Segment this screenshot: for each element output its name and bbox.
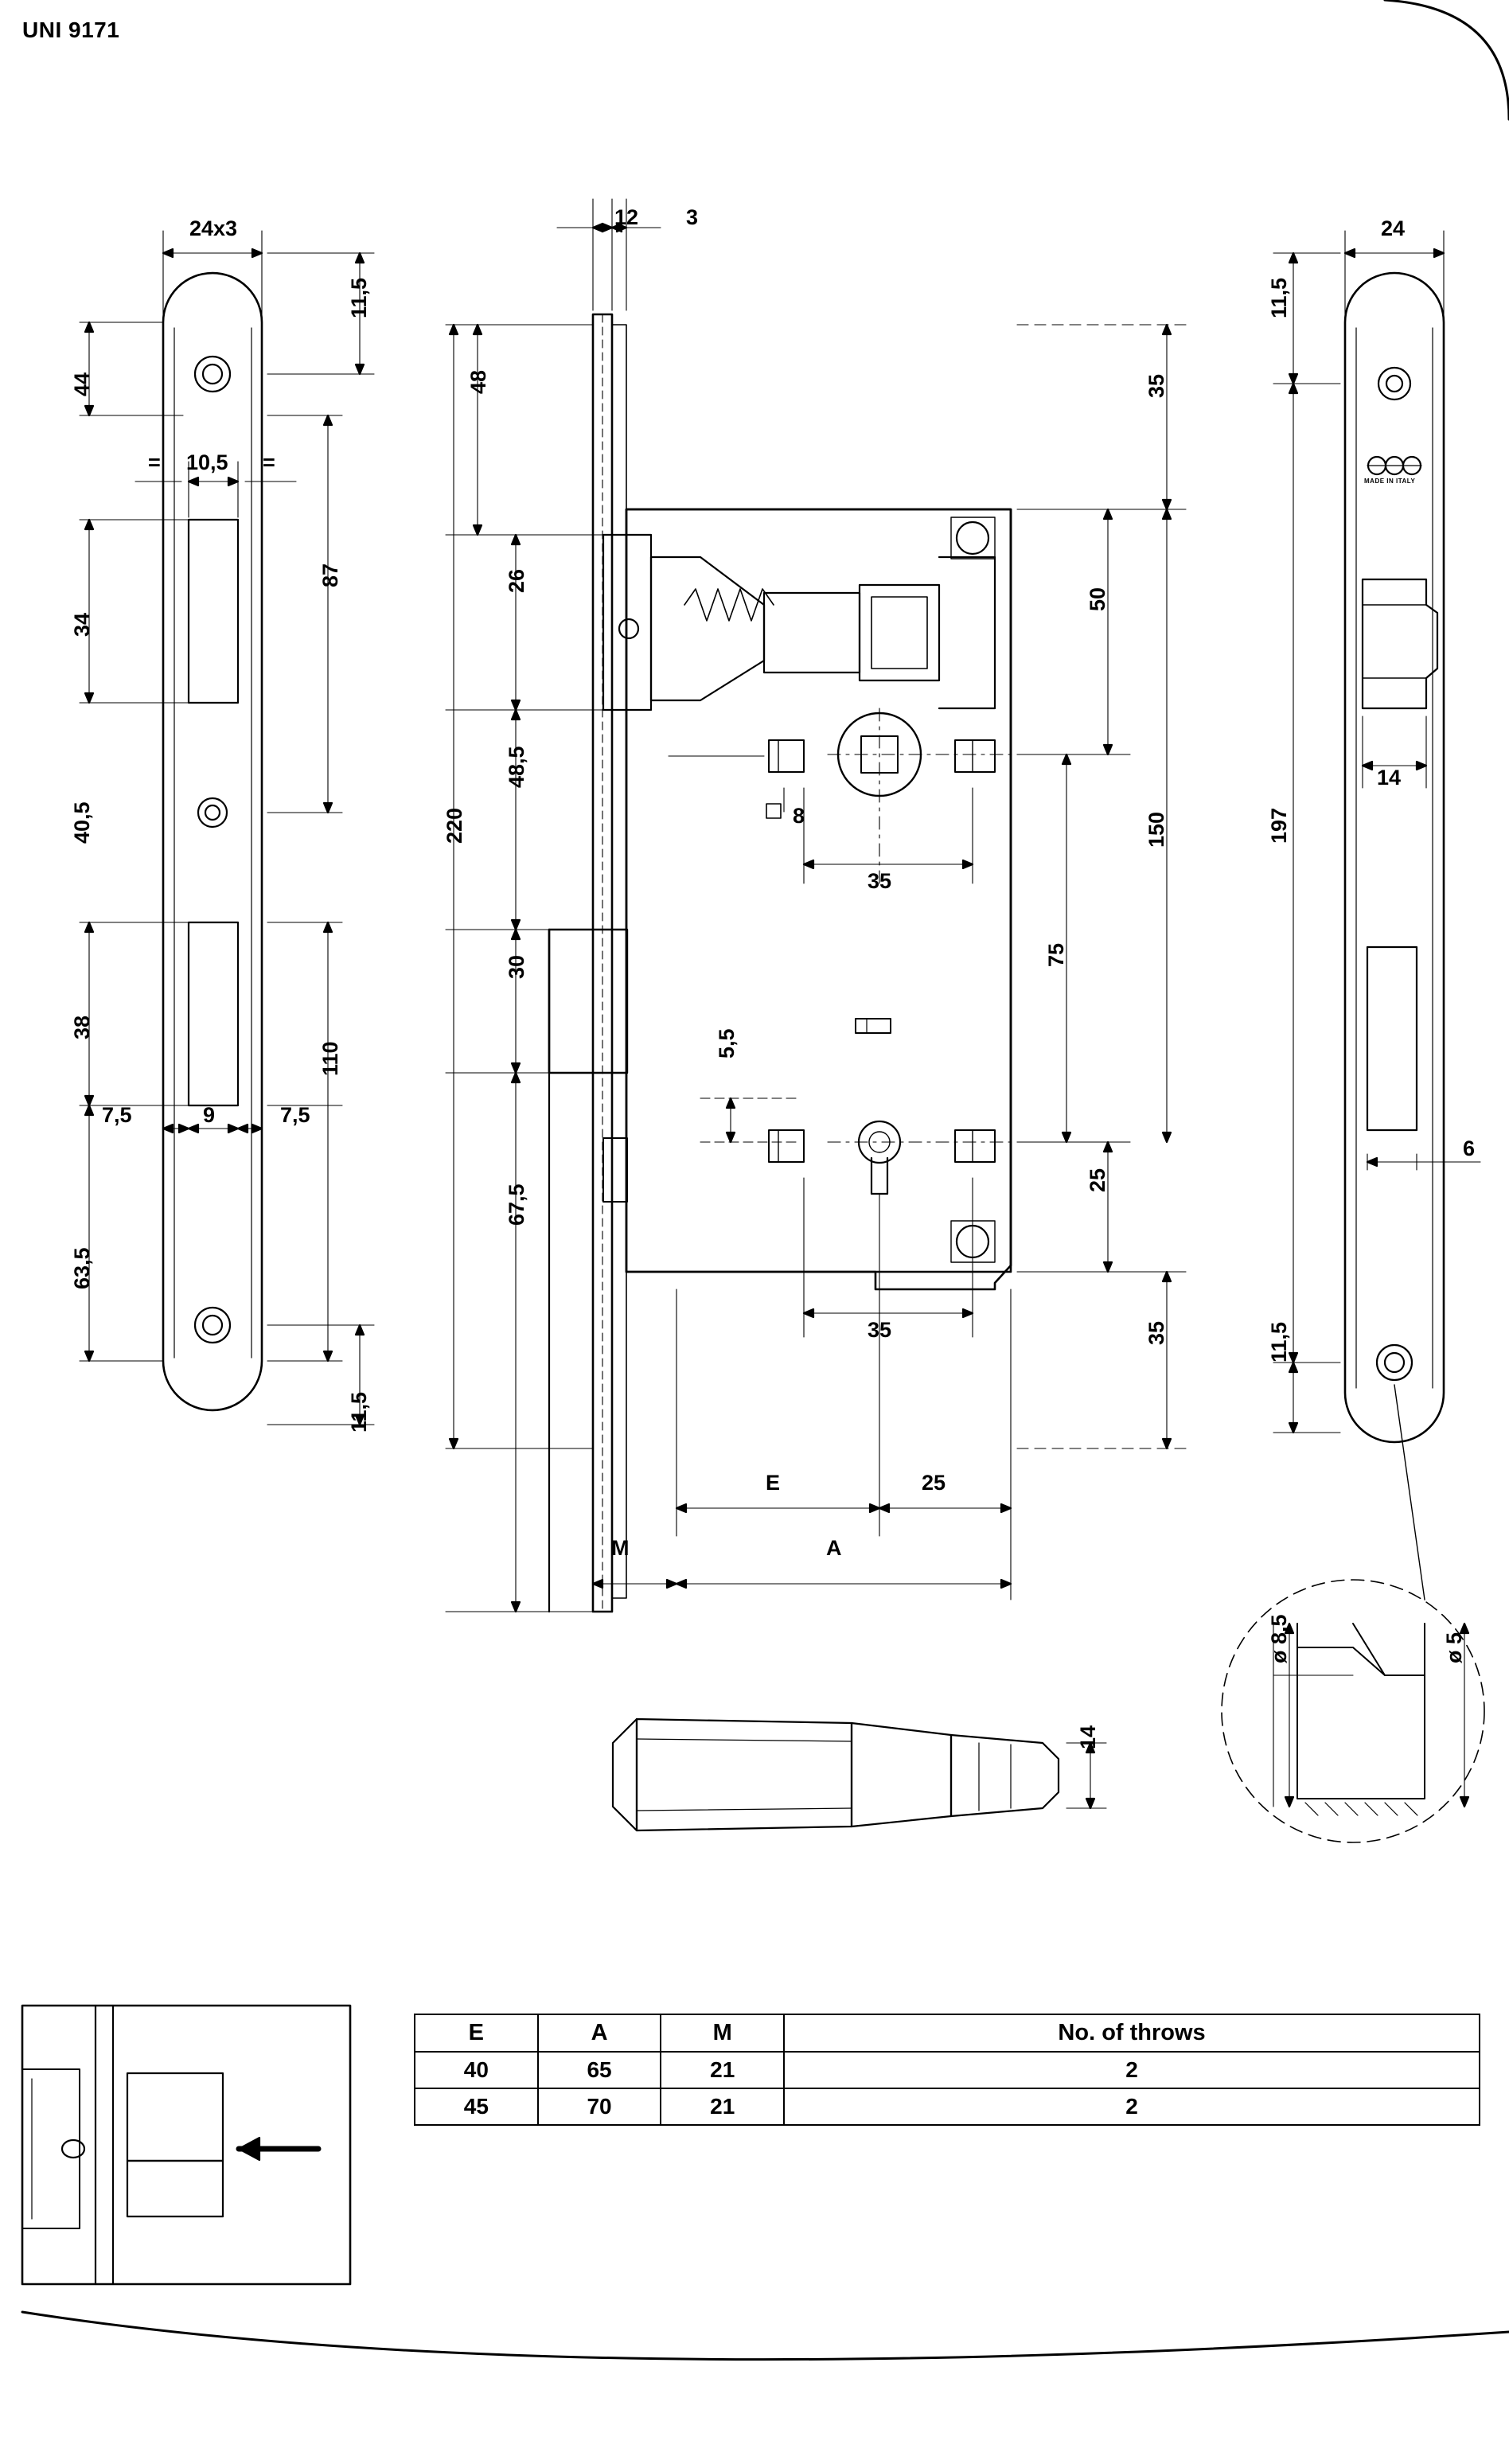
- dim-front-10-5: 10,5: [186, 450, 228, 474]
- dim-side-A: A: [826, 1536, 842, 1560]
- dim-side-50: 50: [1086, 587, 1109, 611]
- dim-hole-8-5: ø 8,5: [1267, 1614, 1291, 1663]
- dim-side-48: 48: [466, 369, 490, 394]
- dim-side-25-bottom: 25: [922, 1471, 946, 1495]
- dim-rear-bottom-11-5: 11,5: [1267, 1321, 1291, 1363]
- col-header-E: E: [415, 2014, 538, 2052]
- dim-front-44: 44: [70, 372, 94, 396]
- dim-side-8: 8: [793, 804, 805, 828]
- dim-screw-14: 14: [1076, 1725, 1100, 1749]
- dim-hole-5: ø 5: [1442, 1632, 1466, 1663]
- dim-front-eq-left: =: [148, 450, 161, 474]
- dim-front-top-11-5: 11,5: [347, 277, 371, 318]
- dim-side-67-5: 67,5: [505, 1183, 528, 1226]
- dim-front-7-5-left: 7,5: [102, 1103, 132, 1127]
- table-header-row: [415, 2014, 1480, 2052]
- dim-side-E: E: [766, 1471, 781, 1495]
- dim-plate-24x3: 24x3: [189, 216, 238, 240]
- dim-side-35-follower: 35: [868, 869, 892, 893]
- dim-rear-197: 197: [1267, 807, 1291, 844]
- dim-front-87: 87: [318, 563, 342, 587]
- dim-rear-14: 14: [1377, 766, 1402, 789]
- dim-side-35-bottom-right: 35: [1144, 1320, 1168, 1345]
- dim-front-40-5: 40,5: [70, 801, 94, 844]
- dim-side-150: 150: [1144, 811, 1168, 848]
- dim-rear-6: 6: [1463, 1136, 1476, 1160]
- dim-side-35-keyhole: 35: [868, 1318, 892, 1342]
- table-row: [415, 2088, 1480, 2125]
- col-header-M: M: [661, 2014, 784, 2052]
- dim-side-3: 3: [686, 205, 699, 229]
- dim-side-12: 12: [614, 205, 639, 229]
- cell-M: 21: [661, 2052, 784, 2088]
- dim-rear-24: 24: [1381, 216, 1406, 240]
- dim-front-bottom-11-5: 11,5: [347, 1391, 371, 1433]
- dim-front-9: 9: [203, 1103, 216, 1127]
- dim-side-220: 220: [443, 807, 466, 844]
- table-row: [415, 2052, 1480, 2088]
- cell-throws: 2: [784, 2052, 1480, 2088]
- dimension-variants-table: [414, 2014, 1480, 2220]
- dim-side-48-5: 48,5: [505, 746, 528, 788]
- col-header-throws: No. of throws: [784, 2014, 1480, 2052]
- dim-rear-top-11-5: 11,5: [1267, 277, 1291, 318]
- dim-side-25-right: 25: [1086, 1168, 1109, 1192]
- col-header-A: A: [538, 2014, 661, 2052]
- cell-A: 65: [538, 2052, 661, 2088]
- cell-throws: 2: [784, 2088, 1480, 2125]
- dim-side-5-5: 5,5: [715, 1028, 739, 1059]
- dim-front-110: 110: [318, 1041, 342, 1076]
- dim-front-38: 38: [70, 1015, 94, 1039]
- page-title: UNI 9171: [22, 18, 120, 42]
- cell-E: 45: [415, 2088, 538, 2125]
- dim-front-34: 34: [70, 612, 94, 637]
- dim-front-7-5-right: 7,5: [280, 1103, 310, 1127]
- dim-side-30: 30: [505, 954, 528, 979]
- dim-front-63-5: 63,5: [70, 1247, 94, 1289]
- cell-A: 70: [538, 2088, 661, 2125]
- dim-front-eq-right: =: [263, 450, 275, 474]
- cell-M: 21: [661, 2088, 784, 2125]
- cell-E: 40: [415, 2052, 538, 2088]
- made-in-italy-mark: MADE IN ITALY: [1364, 478, 1416, 485]
- dim-side-35-top-right: 35: [1144, 373, 1168, 398]
- dim-side-26: 26: [505, 568, 528, 593]
- dim-side-M: M: [611, 1536, 630, 1560]
- dim-side-75: 75: [1044, 942, 1068, 967]
